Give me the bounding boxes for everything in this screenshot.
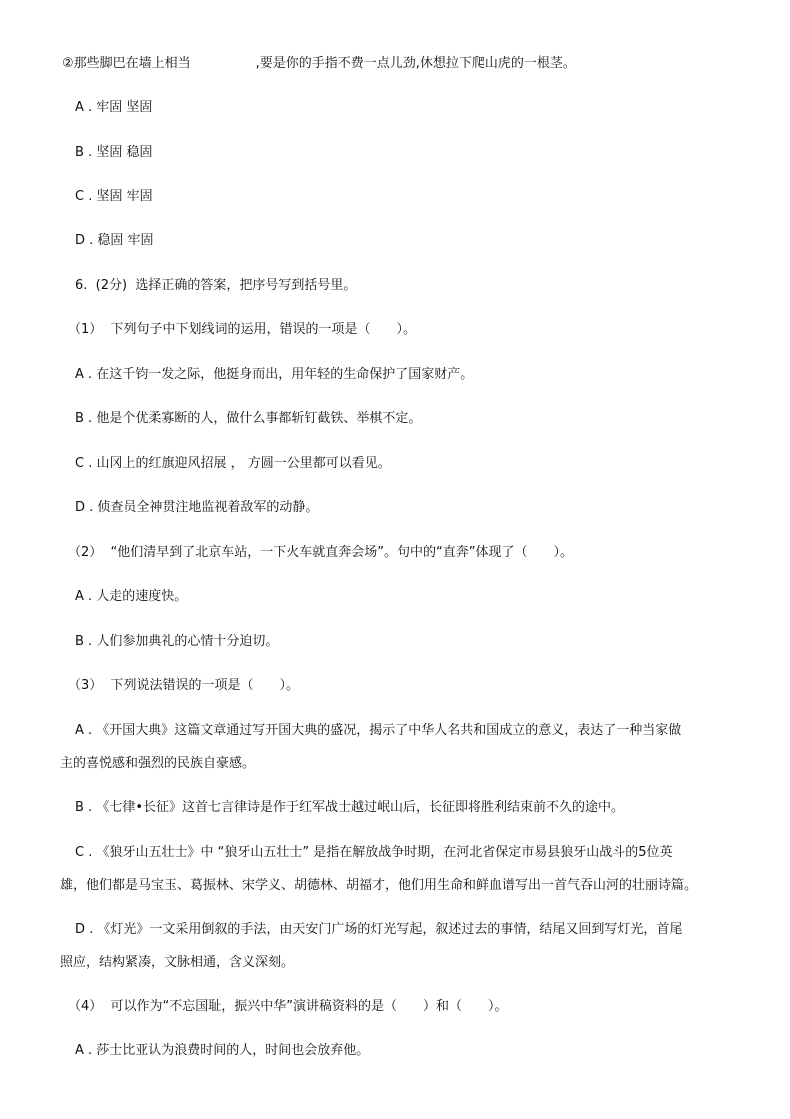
option-b: B . 他是个优柔寡断的人，做什么事都斩钉截铁、举棋不定。 bbox=[75, 411, 422, 426]
option-b: B . 坚固 稳固 bbox=[75, 145, 153, 160]
option-a: A . 在这千钧一发之际，他挺身而出，用年轻的生命保护了国家财产。 bbox=[75, 367, 474, 382]
option-d: D . 稳固 牢固 bbox=[75, 233, 154, 248]
option-b: B . 人们参加典礼的心情十分迫切。 bbox=[75, 634, 279, 649]
option-c: C . 坚固 牢固 bbox=[75, 189, 153, 204]
sub-question-3-stem: （3） 下列说法错误的一项是（ ）。 bbox=[68, 678, 300, 693]
sub-question-2-stem: （2） “他们清早到了北京车站，一下火车就直奔会场”。句中的“直奔”体现了（ ）。 bbox=[68, 545, 573, 560]
question-6-header: 6. (2分) 选择正确的答案，把序号写到括号里。 bbox=[75, 278, 357, 293]
option-a: A . 牢固 坚固 bbox=[75, 100, 153, 115]
sub-question-1-stem: （1） 下列句子中下划线词的运用，错误的一项是（ ）。 bbox=[68, 322, 417, 337]
sub-question-4-stem: （4） 可以作为“不忘国耻，振兴中华”演讲稿资料的是（ ）和（ ）。 bbox=[68, 999, 508, 1014]
option-a: A . 《开国大典》这篇文章通过写开国大典的盛况，揭示了中华人名共和国成立的意义，表达了一种当家做 bbox=[75, 723, 682, 738]
option-c-continued: 雄，他们都是马宝玉、葛振林、宋学义、胡德林、胡福才，他们用生命和鲜血谱写出一首气吞山河的壮丽诗篇。 bbox=[60, 878, 698, 893]
option-b: B . 《七律•长征》这首七言律诗是作于红军战士越过岷山后，长征即将胜利结束前不久的途中。 bbox=[75, 800, 624, 815]
option-d: D . 侦查员全神贯注地监视着敌军的动静。 bbox=[75, 500, 319, 515]
option-c: C . 山冈上的红旗迎风招展 ， 方圆一公里都可以看见。 bbox=[75, 456, 391, 471]
option-a: A . 人走的速度快。 bbox=[75, 589, 188, 604]
question-5-stem: ②那些脚巴在墙上相当 ,要是你的手指不费一点儿劲,休想拉下爬山虎的一根茎。 bbox=[62, 56, 576, 71]
option-a-continued: 主的喜悦感和强烈的民族自豪感。 bbox=[60, 756, 256, 771]
option-c: C . 《狼牙山五壮士》中 “狼牙山五壮士” 是指在解放战争时期，在河北省保定市易县狼牙山战斗的5位英 bbox=[75, 845, 673, 860]
option-d: D . 《灯光》一文采用倒叙的手法，由天安门广场的灯光写起，叙述过去的事情，结尾又回到写灯光，首尾 bbox=[75, 922, 683, 937]
option-d-continued: 照应，结构紧凑，文脉相通，含义深刻。 bbox=[60, 955, 295, 970]
option-a: A . 莎士比亚认为浪费时间的人，时间也会放弃他。 bbox=[75, 1043, 370, 1058]
